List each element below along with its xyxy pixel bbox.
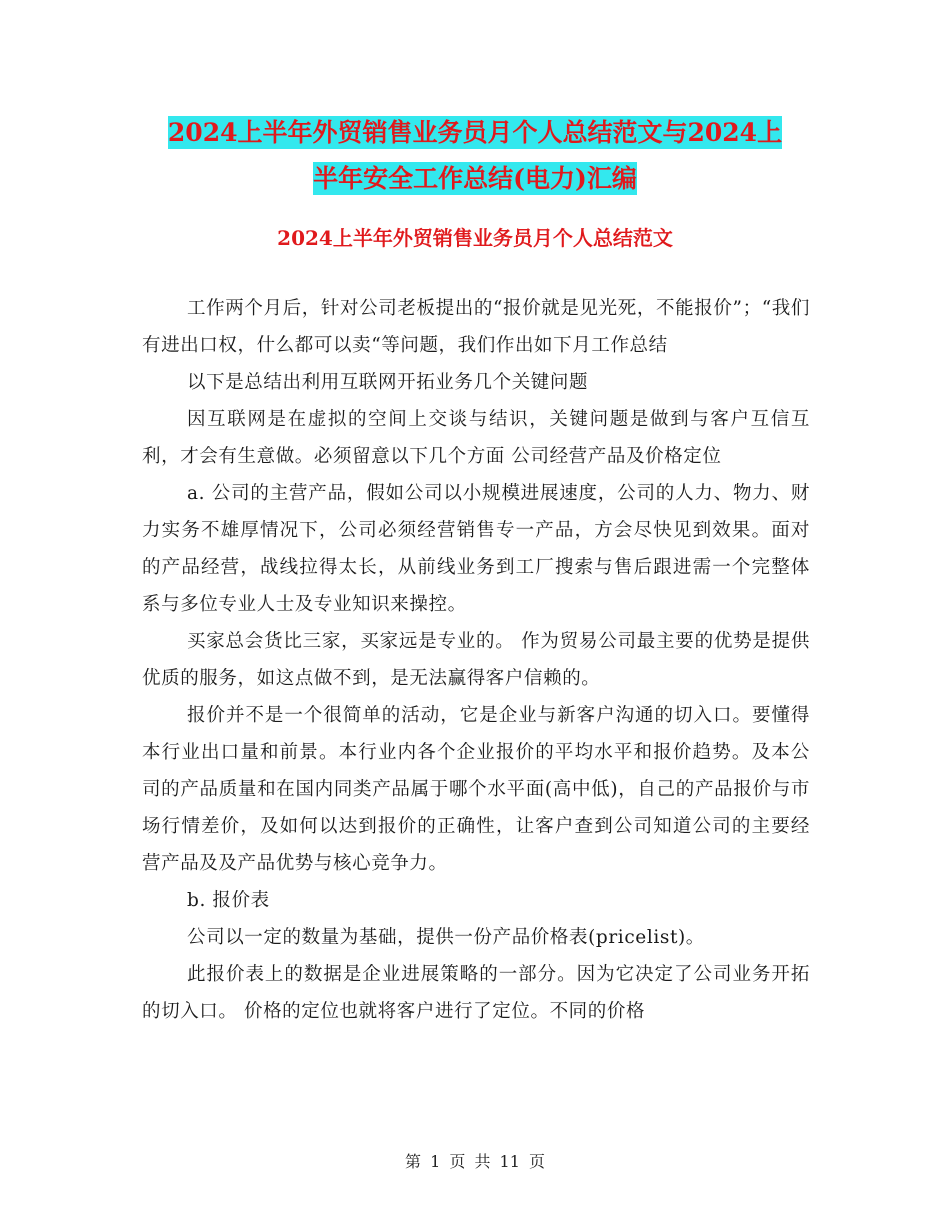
document-title-line-2: 半年安全工作总结(电力)汇编: [313, 164, 637, 193]
paragraph: 公司以一定的数量为基础，提供一份产品价格表(pricelist)。: [187, 927, 705, 948]
page-footer: 第 1 页 共 11 页: [405, 1152, 545, 1171]
paragraph: 此报价表上的数据是企业进展策略的一部分。因为它决定了公司业务开拓的切入口。 价格的定位也就将客户进行了定位。不同的价格: [142, 964, 810, 1022]
paragraph: 报价并不是一个很简单的活动，它是企业与新客户沟通的切入口。要懂得本行业出口量和前景。本行业内各个企业报价的平均水平和报价趋势。及本公司的产品质量和在国内同类产品属于哪个水平面(高中低)，自己的产品报价与市场行情差价，及如何以达到报价的正确性，让客户查到公司知道公司的主要经营产品及及产品优势与核心竞争力。: [142, 705, 810, 874]
paragraph: 买家总会货比三家，买家远是专业的。 作为贸易公司最主要的优势是提供优质的服务，如这点做不到，是无法赢得客户信赖的。: [142, 631, 810, 689]
paragraph: 工作两个月后，针对公司老板提出的“报价就是见光死，不能报价”；“我们有进出口权，什么都可以卖“等问题，我们作出如下月工作总结: [142, 298, 810, 356]
paragraph: b. 报价表: [187, 890, 270, 911]
section-title: 2024上半年外贸销售业务员月个人总结范文: [277, 226, 673, 250]
paragraph: a. 公司的主营产品，假如公司以小规模进展速度，公司的人力、物力、财力实务不雄厚情况下，公司必须经营销售专一产品，方会尽快见到效果。面对的产品经营，战线拉得太长，从前线业务到工厂搜索与售后跟进需一个完整体系与多位专业人士及专业知识来操控。: [142, 483, 810, 615]
paragraph: 因互联网是在虚拟的空间上交谈与结识，关键问题是做到与客户互信互利，才会有生意做。必须留意以下几个方面 公司经营产品及价格定位: [142, 409, 810, 467]
document-title-line-1: 2024上半年外贸销售业务员月个人总结范文与2024上: [167, 118, 783, 147]
document-body: [142, 290, 810, 1030]
document-title: [110, 110, 840, 202]
paragraph: 以下是总结出利用互联网开拓业务几个关键问题: [187, 372, 589, 393]
